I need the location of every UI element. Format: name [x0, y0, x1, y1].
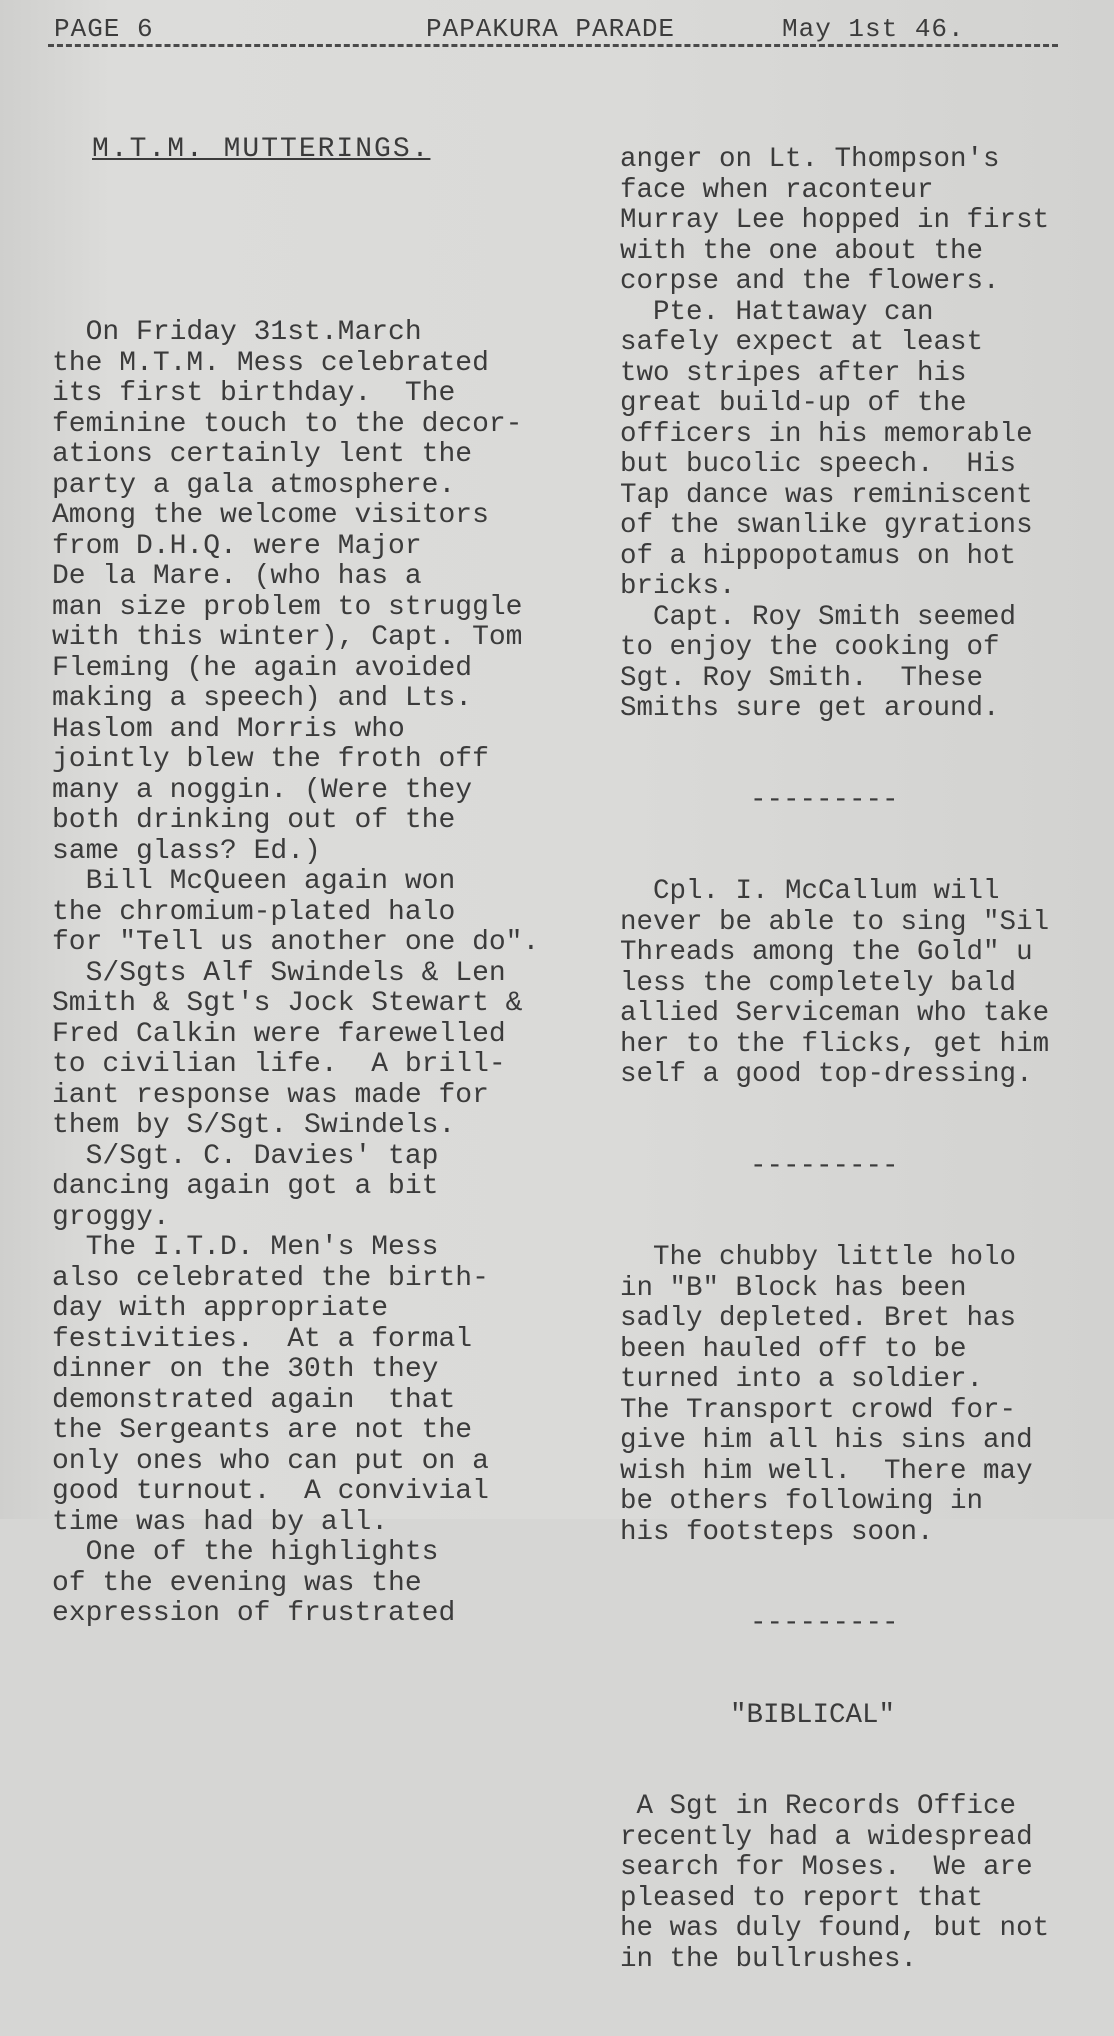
- left-column: [52, 74, 592, 1691]
- text-line: to enjoy the cooking of: [620, 632, 1000, 663]
- text-line: demonstrated again that: [52, 1384, 456, 1416]
- text-line: the chromium-plated halo: [52, 896, 456, 928]
- divider-2: ---------: [750, 1150, 899, 1182]
- text-line: Among the welcome visitors: [52, 500, 489, 531]
- text-line: in the bullrushes.: [620, 1943, 918, 1975]
- text-line: party a gala atmosphere.: [52, 469, 456, 501]
- text-line: ations certainly lent the: [52, 439, 473, 470]
- text-line: of a hippopotamus on hot: [620, 540, 1017, 572]
- text-line: the Sergeants are not the: [52, 1415, 473, 1446]
- text-line: De la Mare. (who has a: [52, 561, 422, 592]
- page-header: [44, 14, 1114, 54]
- text-line: never be able to sing "Sil: [620, 906, 1050, 938]
- text-line: Cpl. I. McCallum will: [620, 876, 1000, 907]
- text-line: its first birthday. The: [52, 378, 456, 409]
- text-line: bricks.: [620, 571, 736, 602]
- text-line: A Sgt in Records Office: [620, 1791, 1017, 1822]
- text-line: also celebrated the birth-: [52, 1262, 489, 1294]
- text-line: Tap dance was reminiscent: [620, 479, 1033, 511]
- header-rule: [48, 44, 1058, 47]
- divider-1: ---------: [750, 784, 899, 816]
- text-line: Sgt. Roy Smith. These: [620, 662, 984, 694]
- text-line: for "Tell us another one do".: [52, 927, 540, 958]
- text-line: been hauled off to be: [620, 1333, 967, 1365]
- text-line: to civilian life. A brill-: [52, 1049, 506, 1080]
- text-line: recently had a widespread: [620, 1821, 1033, 1853]
- text-line: safely expect at least: [620, 327, 984, 358]
- text-line: dinner on the 30th they: [52, 1354, 439, 1385]
- text-line: S/Sgts Alf Swindels & Len: [52, 957, 506, 989]
- divider-3: ---------: [750, 1608, 899, 1639]
- text-line: expression of frustrated: [52, 1598, 456, 1629]
- text-line: jointly blew the froth off: [52, 744, 489, 775]
- text-line: Bill McQueen again won: [52, 866, 456, 897]
- text-line: officers in his memorable: [620, 418, 1033, 450]
- section-heading: M.T.M. MUTTERINGS.: [92, 134, 431, 165]
- page-number: PAGE 6: [54, 14, 154, 44]
- text-line: less the completely bald: [620, 967, 1017, 999]
- text-line: pleased to report that: [620, 1882, 984, 1914]
- text-line: S/Sgt. C. Davies' tap: [52, 1140, 439, 1172]
- right-column: [620, 84, 1114, 2036]
- blank-line: [52, 227, 592, 258]
- text-line: face when raconteur: [620, 174, 934, 206]
- text-line: but bucolic speech. His: [620, 449, 1017, 480]
- text-line: Fleming (he again avoided: [52, 652, 473, 684]
- text-line: Murray Lee hopped in first: [620, 205, 1050, 236]
- text-line: same glass? Ed.): [52, 835, 321, 867]
- text-line: Pte. Hattaway can: [620, 296, 934, 328]
- text-line: groggy.: [52, 1201, 170, 1233]
- text-line: great build-up of the: [620, 388, 967, 419]
- issue-date: May 1st 46.: [782, 14, 965, 44]
- publication-title: PAPAKURA PARADE: [426, 14, 676, 44]
- text-line: wish him well. There may: [620, 1455, 1033, 1487]
- text-line: her to the flicks, get him: [620, 1028, 1050, 1060]
- text-line: The I.T.D. Men's Mess: [52, 1232, 439, 1263]
- text-line: he was duly found, but not: [620, 1913, 1050, 1944]
- right-column-text-1: [620, 145, 1114, 725]
- text-line: day with appropriate: [52, 1293, 389, 1324]
- text-line: making a speech) and Lts.: [52, 683, 473, 714]
- text-line: with this winter), Capt. Tom: [52, 622, 523, 653]
- text-line: with the one about the: [620, 235, 984, 267]
- text-line: both drinking out of the: [52, 805, 456, 836]
- text-line: them by S/Sgt. Swindels.: [52, 1110, 456, 1141]
- text-line: his footsteps soon.: [620, 1516, 934, 1548]
- text-line: Threads among the Gold" u: [620, 937, 1033, 968]
- text-line: from D.H.Q. were Major: [52, 530, 422, 562]
- text-line: Fred Calkin were farewelled: [52, 1018, 506, 1050]
- text-line: of the evening was the: [52, 1567, 422, 1599]
- text-line: Smiths sure get around.: [620, 693, 1000, 724]
- text-line: iant response was made for: [52, 1079, 489, 1111]
- text-line: many a noggin. (Were they: [52, 774, 473, 806]
- text-line: search for Moses. We are: [620, 1852, 1033, 1883]
- text-line: festivities. At a formal: [52, 1323, 473, 1355]
- right-column-text-3: [620, 1243, 1114, 1548]
- right-column-text-4: [620, 1792, 1114, 1975]
- text-line: two stripes after his: [620, 357, 967, 389]
- text-line: On Friday 31st.March: [52, 317, 422, 348]
- text-line: good turnout. A convivial: [52, 1476, 489, 1507]
- text-line: dancing again got a bit: [52, 1171, 439, 1202]
- text-line: sadly depleted. Bret has: [620, 1303, 1017, 1334]
- text-line: The Transport crowd for-: [620, 1394, 1017, 1426]
- text-line: allied Serviceman who take: [620, 998, 1050, 1029]
- text-line: give him all his sins and: [620, 1425, 1033, 1456]
- text-line: turned into a soldier.: [620, 1364, 984, 1395]
- text-line: be others following in: [620, 1486, 984, 1517]
- text-line: of the swanlike gyrations: [620, 510, 1033, 541]
- text-line: self a good top-dressing.: [620, 1059, 1033, 1090]
- text-line: only ones who can put on a: [52, 1445, 489, 1477]
- text-line: the M.T.M. Mess celebrated: [52, 347, 489, 379]
- text-line: Haslom and Morris who: [52, 713, 405, 745]
- text-line: corpse and the flowers.: [620, 266, 1000, 297]
- text-line: anger on Lt. Thompson's: [620, 144, 1000, 175]
- right-column-text-2: [620, 877, 1114, 1091]
- text-line: in "B" Block has been: [620, 1272, 967, 1304]
- text-line: Smith & Sgt's Jock Stewart &: [52, 988, 523, 1019]
- text-line: feminine touch to the decor-: [52, 408, 523, 440]
- text-line: The chubby little holo: [620, 1242, 1017, 1273]
- text-line: Capt. Roy Smith seemed: [620, 601, 1017, 633]
- text-line: time was had by all.: [52, 1506, 389, 1538]
- text-line: One of the highlights: [52, 1537, 439, 1568]
- text-line: man size problem to struggle: [52, 591, 523, 623]
- subheading-biblical: "BIBLICAL": [730, 1699, 896, 1731]
- left-column-text: [52, 318, 592, 1630]
